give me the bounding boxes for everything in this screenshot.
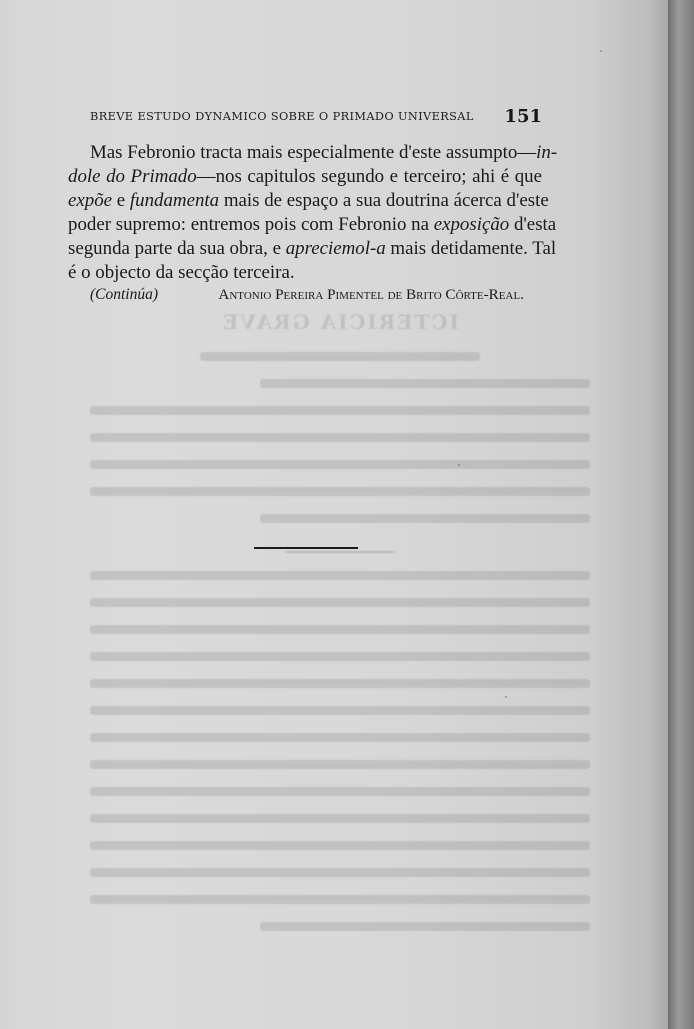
text-line: é o objecto da secção terceira.	[68, 262, 295, 283]
paper-speck	[600, 50, 602, 52]
paper-speck	[458, 464, 460, 466]
text-line: expõe e fundamenta mais de espaço a sua doutrina ácerca d'este	[68, 190, 549, 211]
signature-row	[90, 284, 542, 306]
body-paragraph	[68, 141, 558, 285]
running-head	[90, 106, 542, 130]
text-line: poder supremo: entremos pois com Febronio na exposição d'esta	[68, 214, 557, 235]
text-line: dole do Primado—nos capitulos segundo e terceiro; ahi é que	[68, 166, 542, 187]
book-gutter-edge	[668, 0, 694, 1029]
author-signature: Antonio Pereira Pimentel de Brito Côrte-Real.	[218, 286, 524, 303]
show-through-from-reverse-page: ICTERICIA GRAVE	[80, 300, 600, 940]
running-title: BREVE ESTUDO DYNAMICO SOBRE O PRIMADO UNIVERSAL	[90, 110, 474, 123]
page-number: 151	[504, 106, 542, 127]
text-line: Mas Febronio tracta mais especialmente d'este assumpto—in-	[90, 142, 558, 163]
continuation-note: (Continúa)	[90, 286, 159, 303]
paper-speck	[505, 696, 507, 698]
text-line: segunda parte da sua obra, e apreciemol-a mais detidamente. Tal	[68, 238, 557, 259]
section-divider-rule	[254, 547, 358, 549]
